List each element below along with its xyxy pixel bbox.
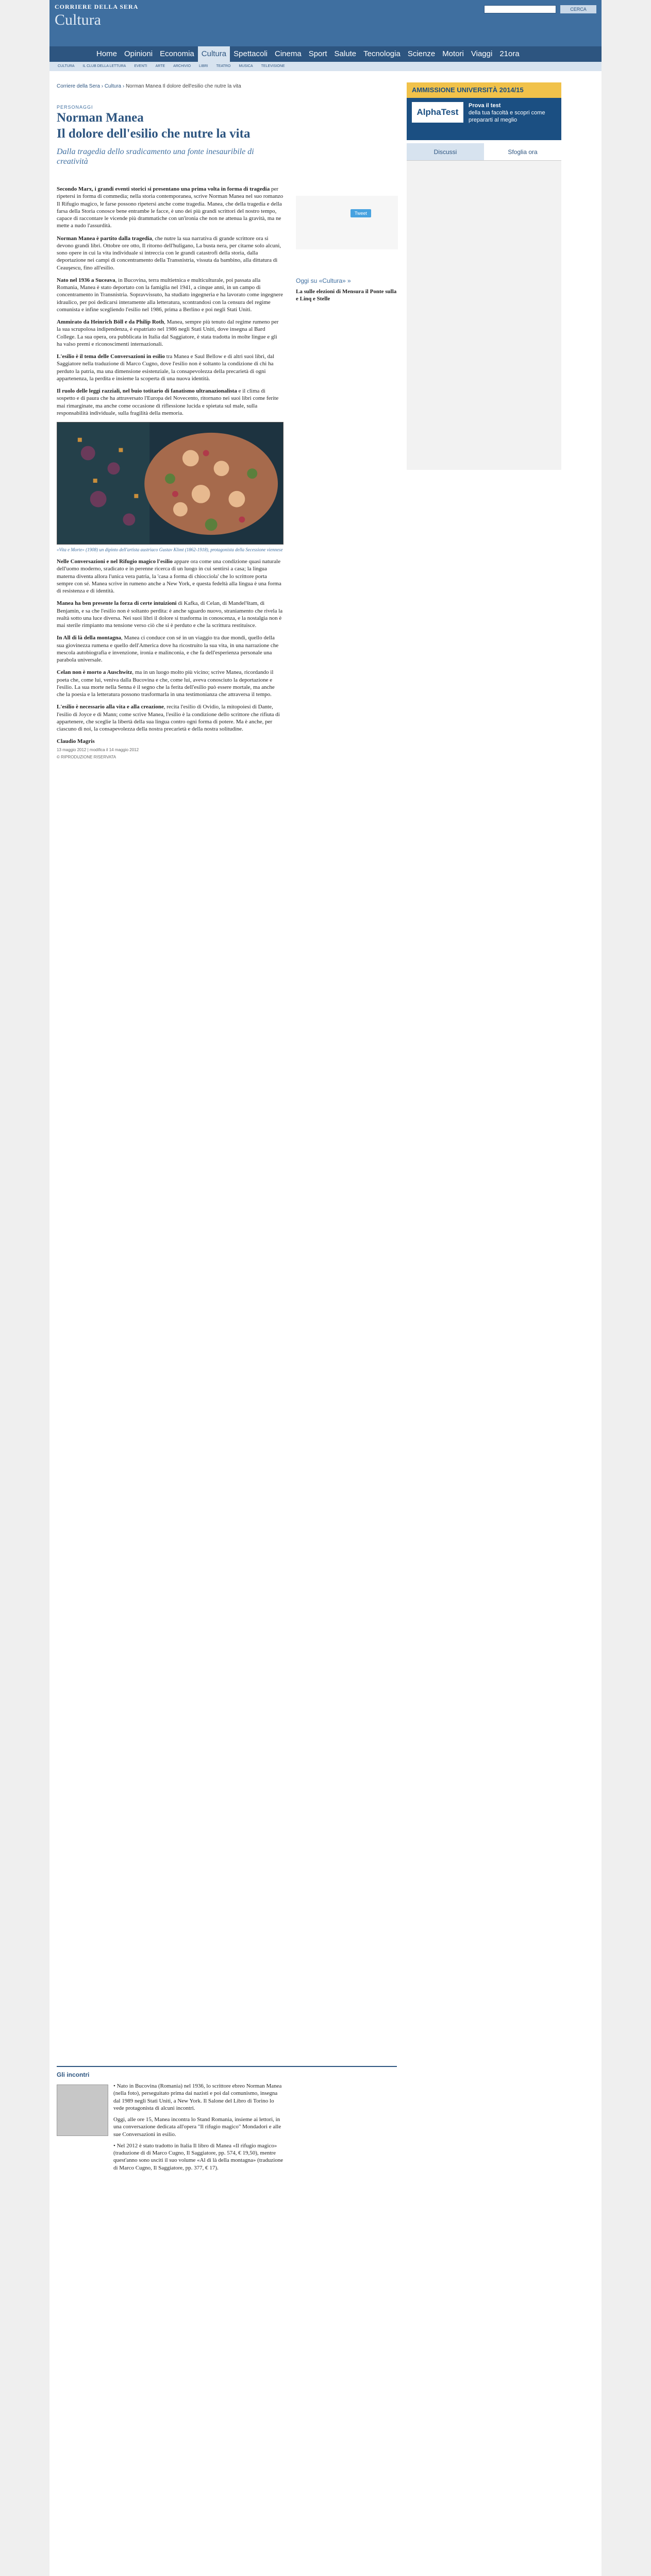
article-paragraph: L'esilio è necessario alla vita e alla creazione, recita l'esilio di Ovidio, la mitopoiesi di Dante, l'esilio di Joyce e di Mann; come scrive Manea, l'esilio è la condizione dello scrittore che rifiuta di appartenere, che sceglie la libertà della sua lingua contro ogni forma di potere. Ma è anche, per ciascuno di noi, la consapevolezza della nostra precarietà e della nostra solitudine. (57, 704, 280, 732)
nav-item-economia[interactable]: Economia (160, 49, 194, 58)
subnav-item[interactable]: TELEVISIONE (261, 64, 285, 68)
search-button[interactable]: CERCA (560, 5, 596, 13)
other-section-link[interactable]: Oggi su «Cultura» » (296, 277, 351, 284)
middle-column (296, 196, 398, 302)
ad-logo: AlphaTest (412, 102, 463, 123)
sidebar-tabs (407, 143, 561, 161)
author-photo (57, 2084, 108, 2136)
article-paragraph: Norman Manea è partito dalla tragedia, che nutre la sua narrativa di grande scrittore ora si devono grandi libri. Ottobre ore otto, Il ritorno dell'huligano, La busta nera, per citarne solo alcuni, sono opere in cui la vita individuale si intreccia con le grandi catastrofi della storia, dalla deportazione nei campi di concentramento della Transnistria, vissuta da bambino, alla dittatura di Ceauşescu, fino all'esilio. (57, 235, 281, 271)
article-rubric[interactable]: PERSONAGGI (57, 105, 93, 110)
related-body (113, 2082, 283, 2172)
related-paragraph: • Nato in Bucovina (Romania) nel 1936, lo scrittore ebreo Norman Manea (nella foto), perseguitato prima dai nazisti e poi dal comunismo, insegna dal 1989 negli Stati Uniti, a New York. Il Salone del Libro di Torino lo vede protagonista di alcuni incontri. (113, 2083, 282, 2111)
ad-headline: AMMISSIONE UNIVERSITÀ 2014/15 (407, 82, 561, 98)
article-pubdate: 13 maggio 2012 | modifica il 14 maggio 2012 (57, 747, 139, 752)
breadcrumb-path[interactable]: Corriere della Sera › Cultura › (57, 83, 125, 89)
subnav-item[interactable]: EVENTI (134, 64, 147, 68)
share-box (296, 196, 398, 249)
subnav-item[interactable]: CULTURA (58, 64, 75, 68)
ad-text-bold: Prova il test (469, 103, 501, 109)
teaser-link[interactable]: La sulle elezioni di Mensura il Ponte sulla e Linq e Stelle (296, 289, 397, 302)
subnav-item[interactable]: TEATRO (216, 64, 231, 68)
nav-item-opinioni[interactable]: Opinioni (124, 49, 153, 58)
search-input[interactable] (484, 5, 556, 13)
nav-item-home[interactable]: Home (96, 49, 118, 58)
article-paragraph: Il ruolo delle leggi razziali, nel buio totitario di fanatismo ultranazionalista e il clima di sospetto e di paura che ha attraversato l'Europa del Novecento, ritornano nei suoi libri come ferite mai rimarginate, ma anche come occasione di riflessione lucida e spietata sul male, sulla responsabilità individuale, sulla fragilità della memoria. (57, 388, 279, 416)
article-signature: Claudio Magris (57, 738, 95, 745)
main-nav (49, 46, 602, 62)
article-subtitle: Dalla tragedia dello sradicamento una fonte inesauribile di creatività (57, 147, 254, 166)
section-logo[interactable]: Cultura (55, 11, 101, 28)
subnav-item[interactable]: ARCHIVIO (173, 64, 191, 68)
article-copyright: © RIPRODUZIONE RISERVATA (57, 754, 116, 759)
nav-item-viaggi[interactable]: Viaggi (471, 49, 493, 58)
related-paragraph: • Nel 2012 è stato tradotto in Italia Il libro di Manea «Il rifugio magico» (traduzione di di Marco Cugno, Il Saggiatore, pp. 574, € 19,50), mentre quest'anno sono usciti il suo volume «Al di là della montagna» (traduzione di Marco Cugno, Il Saggiatore, pp. 377, € 17). (113, 2142, 283, 2171)
nav-item-spettacoli[interactable]: Spettacoli (233, 49, 268, 58)
related-title: Gli incontri (57, 2071, 90, 2078)
article-paragraph: L'esilio è il tema delle Conversazioni in esilio tra Manea e Saul Bellow e di altri suoi libri, dal Saggiatore nella traduzione di Marco Cugno, dove l'esilio non è soltanto la condizione di chi ha perduto la patria, ma una dimensione esistenziale, la consapevolezza della precarietà di ogni appartenenza, la perdita e insieme la scoperta di una nuova identità. (57, 353, 274, 382)
site-header (49, 0, 602, 46)
nav-item-motori[interactable]: Motori (442, 49, 464, 58)
sidebar-panel (407, 161, 561, 470)
site-brand[interactable]: CORRIERE DELLA SERA (55, 3, 139, 10)
klimt-painting-image (57, 422, 283, 544)
tweet-button[interactable]: Tweet (350, 209, 371, 217)
article-body (57, 185, 283, 761)
nav-item-salute[interactable]: Salute (334, 49, 357, 58)
nav-item-cultura[interactable]: Cultura (198, 46, 230, 62)
subnav-item[interactable]: ARTE (155, 64, 165, 68)
article-paragraph: Ammirato da Heinrich Böll e da Philip Roth, Manea, sempre più tenuto dal regime rumeno per la sua scrupolosa indipendenza, è espatriato nel 1986 negli Stati Uniti, dove insegna al Bard College. La sua opera, ora pubblicata in Italia dal Saggiatore, è stata tradotta in molte lingue e gli ha valso premi e riconoscimenti internazionali. (57, 319, 279, 347)
article-paragraph: Nelle Conversazioni e nel Rifugio magico l'esilio appare ora come una condizione quasi naturale dell'uomo moderno, sradicato e in perenne ricerca di un luogo in cui sentirsi a casa; la lingua materna diventa allora l'unica vera patria, la 'casa a forma di chiocciola' che lo scrittore porta sempre con sé. Manea scrive in rumeno anche a New York, e questa fedeltà alla lingua è una forma di resistenza e di identità. (57, 558, 281, 594)
article-paragraph: Manea ha ben presente la forza di certe intuizioni di Kafka, di Celan, di Mandel'štam, di Benjamin, e sa che l'esilio non è soltanto perdita: è anche sguardo nuovo, straniamento che rivela la realtà sotto una luce diversa. Nei suoi libri il dolore si trasforma in conoscenza, e la nostalgia non è mai sterile rimpianto ma tensione verso ciò che si è perduto e che la scrittura restituisce. (57, 600, 283, 629)
article-title: Il dolore dell'esilio che nutre la vita (57, 127, 251, 141)
related-paragraph: Oggi, alle ore 15, Manea incontra lo Stand Romania, insieme ai lettori, in una conversazione dedicata all'opera "Il rifugio magico" Mondadori e alle sue Conversazioni in esilio. (113, 2116, 281, 2138)
article-paragraph: Celan non è morto a Auschwitz, ma in un luogo molto più vicino; scrive Manea, ricordando il poeta che, come lui, veniva dalla Bucovina e che, come lui, aveva conosciuto la deportazione e l'esilio. La sua morte nella Senna è il segno che la ferita dell'esilio può essere mortale, ma anche che la poesia e la letteratura possono trasformarla in una testimonianza che attraversa il tempo. (57, 669, 275, 698)
nav-item-sport[interactable]: Sport (308, 49, 327, 58)
subnav-item[interactable]: LIBRI (199, 64, 208, 68)
figure-caption: «Vita e Morte» (1908) un dipinto dell'artista austriaco Gustav Klimt (1862-1918), protagonista della Secessione viennese (57, 547, 283, 552)
ad-text-body: della tua facoltà e scopri come prepararti al meglio (469, 110, 545, 123)
nav-item-cinema[interactable]: Cinema (275, 49, 302, 58)
subnav-item[interactable]: MUSICA (239, 64, 253, 68)
tab-discussi[interactable]: Discussi (407, 143, 484, 160)
ad-text (469, 102, 557, 124)
right-column (407, 82, 561, 470)
article-figure[interactable] (57, 422, 283, 545)
related-box (57, 2066, 397, 2176)
article-paragraph: Secondo Marx, i grandi eventi storici si presentano una prima volta in forma di tragedia per ripetersi in forma di commedia; nella storia contemporanea, scrive Norman Manea nel suo romanzo Il Rifugio magico, le farse possono ripetersi anche come tragedia. Manea, che della tragedia e della farsa della Storia conosce bene entrambe le facce, è uno dei più grandi scrittori del nostro tempo, capace di raccontare le vicende più drammatiche con un'ironia che non ne attenua la gravità, ma ne mette a nudo l'assurdità. (57, 186, 283, 229)
nav-item-21ora[interactable]: 21ora (499, 49, 520, 58)
nav-item-tecnologia[interactable]: Tecnologia (363, 49, 400, 58)
tab-sfoglia[interactable]: Sfoglia ora (508, 148, 538, 156)
article-paragraph: Nato nel 1936 a Suceava, in Bucovina, terra multietnica e multiculturale, poi passata alla Romania, Manea è stato deportato con la famiglia nel 1941, a cinque anni, in un campo di concentramento in Transnistria. Sopravvissuto, ha studiato ingegneria e ha lavorato come ingegnere idraulico, per poi dedicarsi interamente alla letteratura, scontrandosi con la censura del regime comunista e infine scegliendo l'esilio nel 1986, prima a Berlino e poi negli Stati Uniti. (57, 277, 283, 313)
article-author-title: Norman Manea (57, 111, 144, 125)
sub-nav (49, 62, 602, 71)
article-paragraph: In All di là della montagna, Manea ci conduce con sé in un viaggio tra due mondi, quello della sua giovinezza rumena e quello dell'America dove ha ricostruito la sua vita, in una narrazione che mescola autobiografia e invenzione, ironia e malinconia, e che fa dell'esperienza personale una parabola universale. (57, 635, 279, 663)
ad-banner[interactable] (407, 82, 561, 140)
breadcrumb (57, 83, 241, 89)
nav-item-scienze[interactable]: Scienze (407, 49, 436, 58)
breadcrumb-current: Norman Manea Il dolore dell'esilio che nutre la vita (125, 83, 241, 89)
page (49, 0, 602, 2576)
subnav-item[interactable]: IL CLUB DELLA LETTURA (82, 64, 126, 68)
